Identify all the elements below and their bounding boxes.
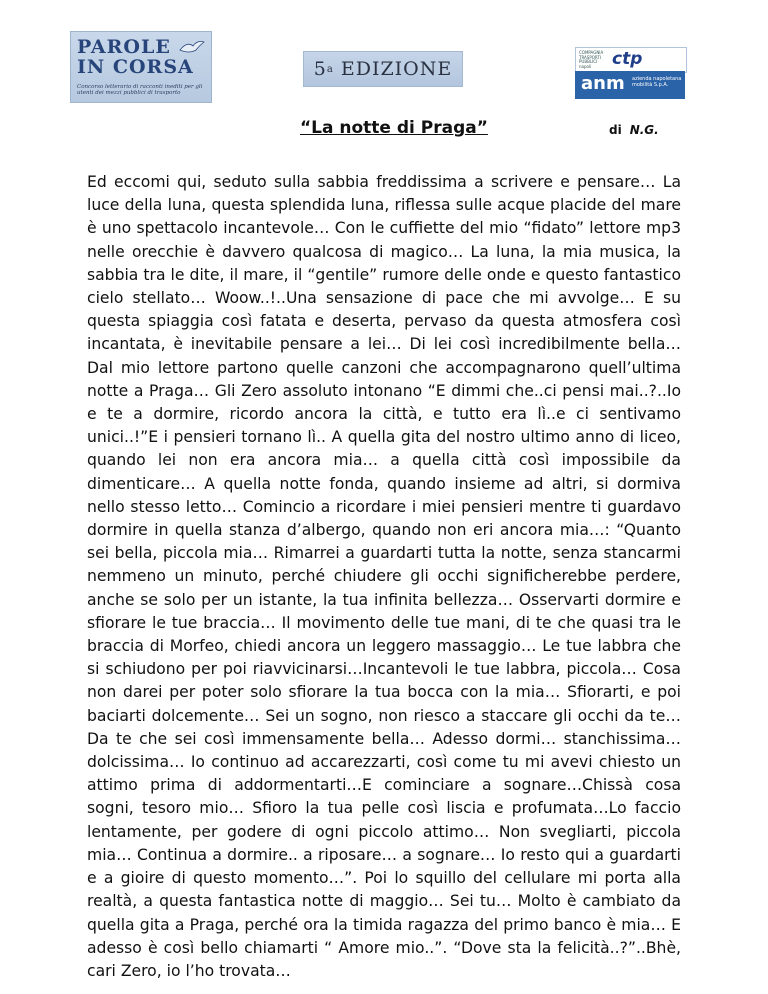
story-author — [609, 123, 659, 137]
edition-ordinal: a — [326, 63, 334, 75]
logo-title-line1: PAROLE — [77, 36, 171, 58]
ctp-small-text: COMPAGNIA TRASPORTI PUBBLICI napoli — [579, 50, 604, 69]
anm-subtitle: azienda napoletana mobilità S.p.A. — [632, 76, 682, 88]
story-title: “La notte di Praga” — [300, 118, 488, 138]
story-body: Ed eccomi qui, seduto sulla sabbia freddissima a scrivere e pensare… La luce della luna, questa splendida luna, riflessa sulle acque placide del mare è uno spettacolo incantevole… Con le cuffiette del mio “fidato” lettore mp3 nelle orecchie è davvero qualcosa di magico… La luna, la mia musica, la sabbia tra le dite, il mare, il “gentile” rumore delle onde e questo fantastico cielo stellato… Woow..!..Una sensazione di pace che mi avvolge… E su questa spiaggia così fatata e deserta, pervaso da questa atmosfera così incantata, è inevitabile pensare a lei… Di lei così incredibilmente bella… Dal mio lettore partono quelle canzoni che accompagnarono quell’ultima notte a Praga… Gli Zero assoluto intonano “E dimmi che..ci pensi mai..?..Io e te a dormire, ricordo ancora la città, e tutto era lì..e ci sentivamo unici..!”E i pensieri tornano lì.. A quella gita del nostro ultimo anno di liceo, quando lei non era ancora mia… a quella città così impossibile da dimenticare… A quella notte fonda, quando insieme ad altri, si dormiva nello stesso letto… Comincio a ricordare i miei pensieri mentre ti guardavo dormire in quella stanza d’albergo, quando non eri ancora mia…: “Quanto sei bella, piccola mia… Rimarrei a guardarti tutta la notte, senza stancarmi nemmeno un minuto, perché chiudere gli occhi significherebbe perdere, anche se solo per un istante, la tua infinita bellezza… Osservarti dormire e sfiorare le tue braccia… Il movimento delle tue mani, di te che quasi tra le braccia di Morfeo, chiedi ancora un leggero massaggio… Le tue labbra che si schiudono per poi riavvicinarsi…Incantevoli le tue labbra, piccola… Cosa non darei per poter solo sfiorare la tua bocca con la mia… Sfiorarti, e poi baciarti dolcemente… Sei un sogno, non riesco a staccare gli occhi da te…Da te che sei così immensamente bella… Adesso dormi… stanchissima… dolcissima… Io continuo ad accarezzarti, così come tu mi avevi chiesto un attimo prima di addormentarti…E cominciare a sognare…Chissà cosa sogni, tesoro mio… Sfioro la tua pelle così liscia e profumata…Lo faccio lentamente, per godere di ogni piccolo attimo… Non svegliarti, piccola mia… Continua a dormire.. a riposare… a sognare… Io resto qui a guardarti e a gioire di questo momento…”. Poi lo squillo del cellulare mi porta alla realtà, a questa fantastica notte di maggio… Sei tu… Molto è cambiato da quella gita a Praga, perché ora la timida ragazza del primo banco è mia… E adesso è così bello chiamarti “ Amore mio..”. “Dove sta la felicità..?”..Bhè, cari Zero, io l’ho trovata… — [87, 173, 681, 980]
ctp-anm-logo — [575, 47, 685, 99]
anm-wordmark: anm — [581, 73, 625, 94]
author-prefix: di — [609, 123, 622, 137]
anm-logo — [575, 71, 685, 99]
edition-banner — [303, 51, 463, 87]
ctp-logo — [575, 47, 687, 73]
ctp-wordmark: ctp — [612, 49, 643, 69]
bird-icon — [179, 38, 205, 56]
logo-title-line2: IN CORSA — [77, 56, 194, 78]
logo-tagline: Concorso letterario di racconti inediti per gli utenti dei mezzi pubblici di trasporto — [77, 84, 203, 97]
edition-number: 5 — [313, 58, 327, 80]
edition-label: EDIZIONE — [340, 58, 453, 80]
author-initials: N.G. — [629, 123, 659, 137]
parole-in-corsa-logo — [70, 31, 212, 103]
